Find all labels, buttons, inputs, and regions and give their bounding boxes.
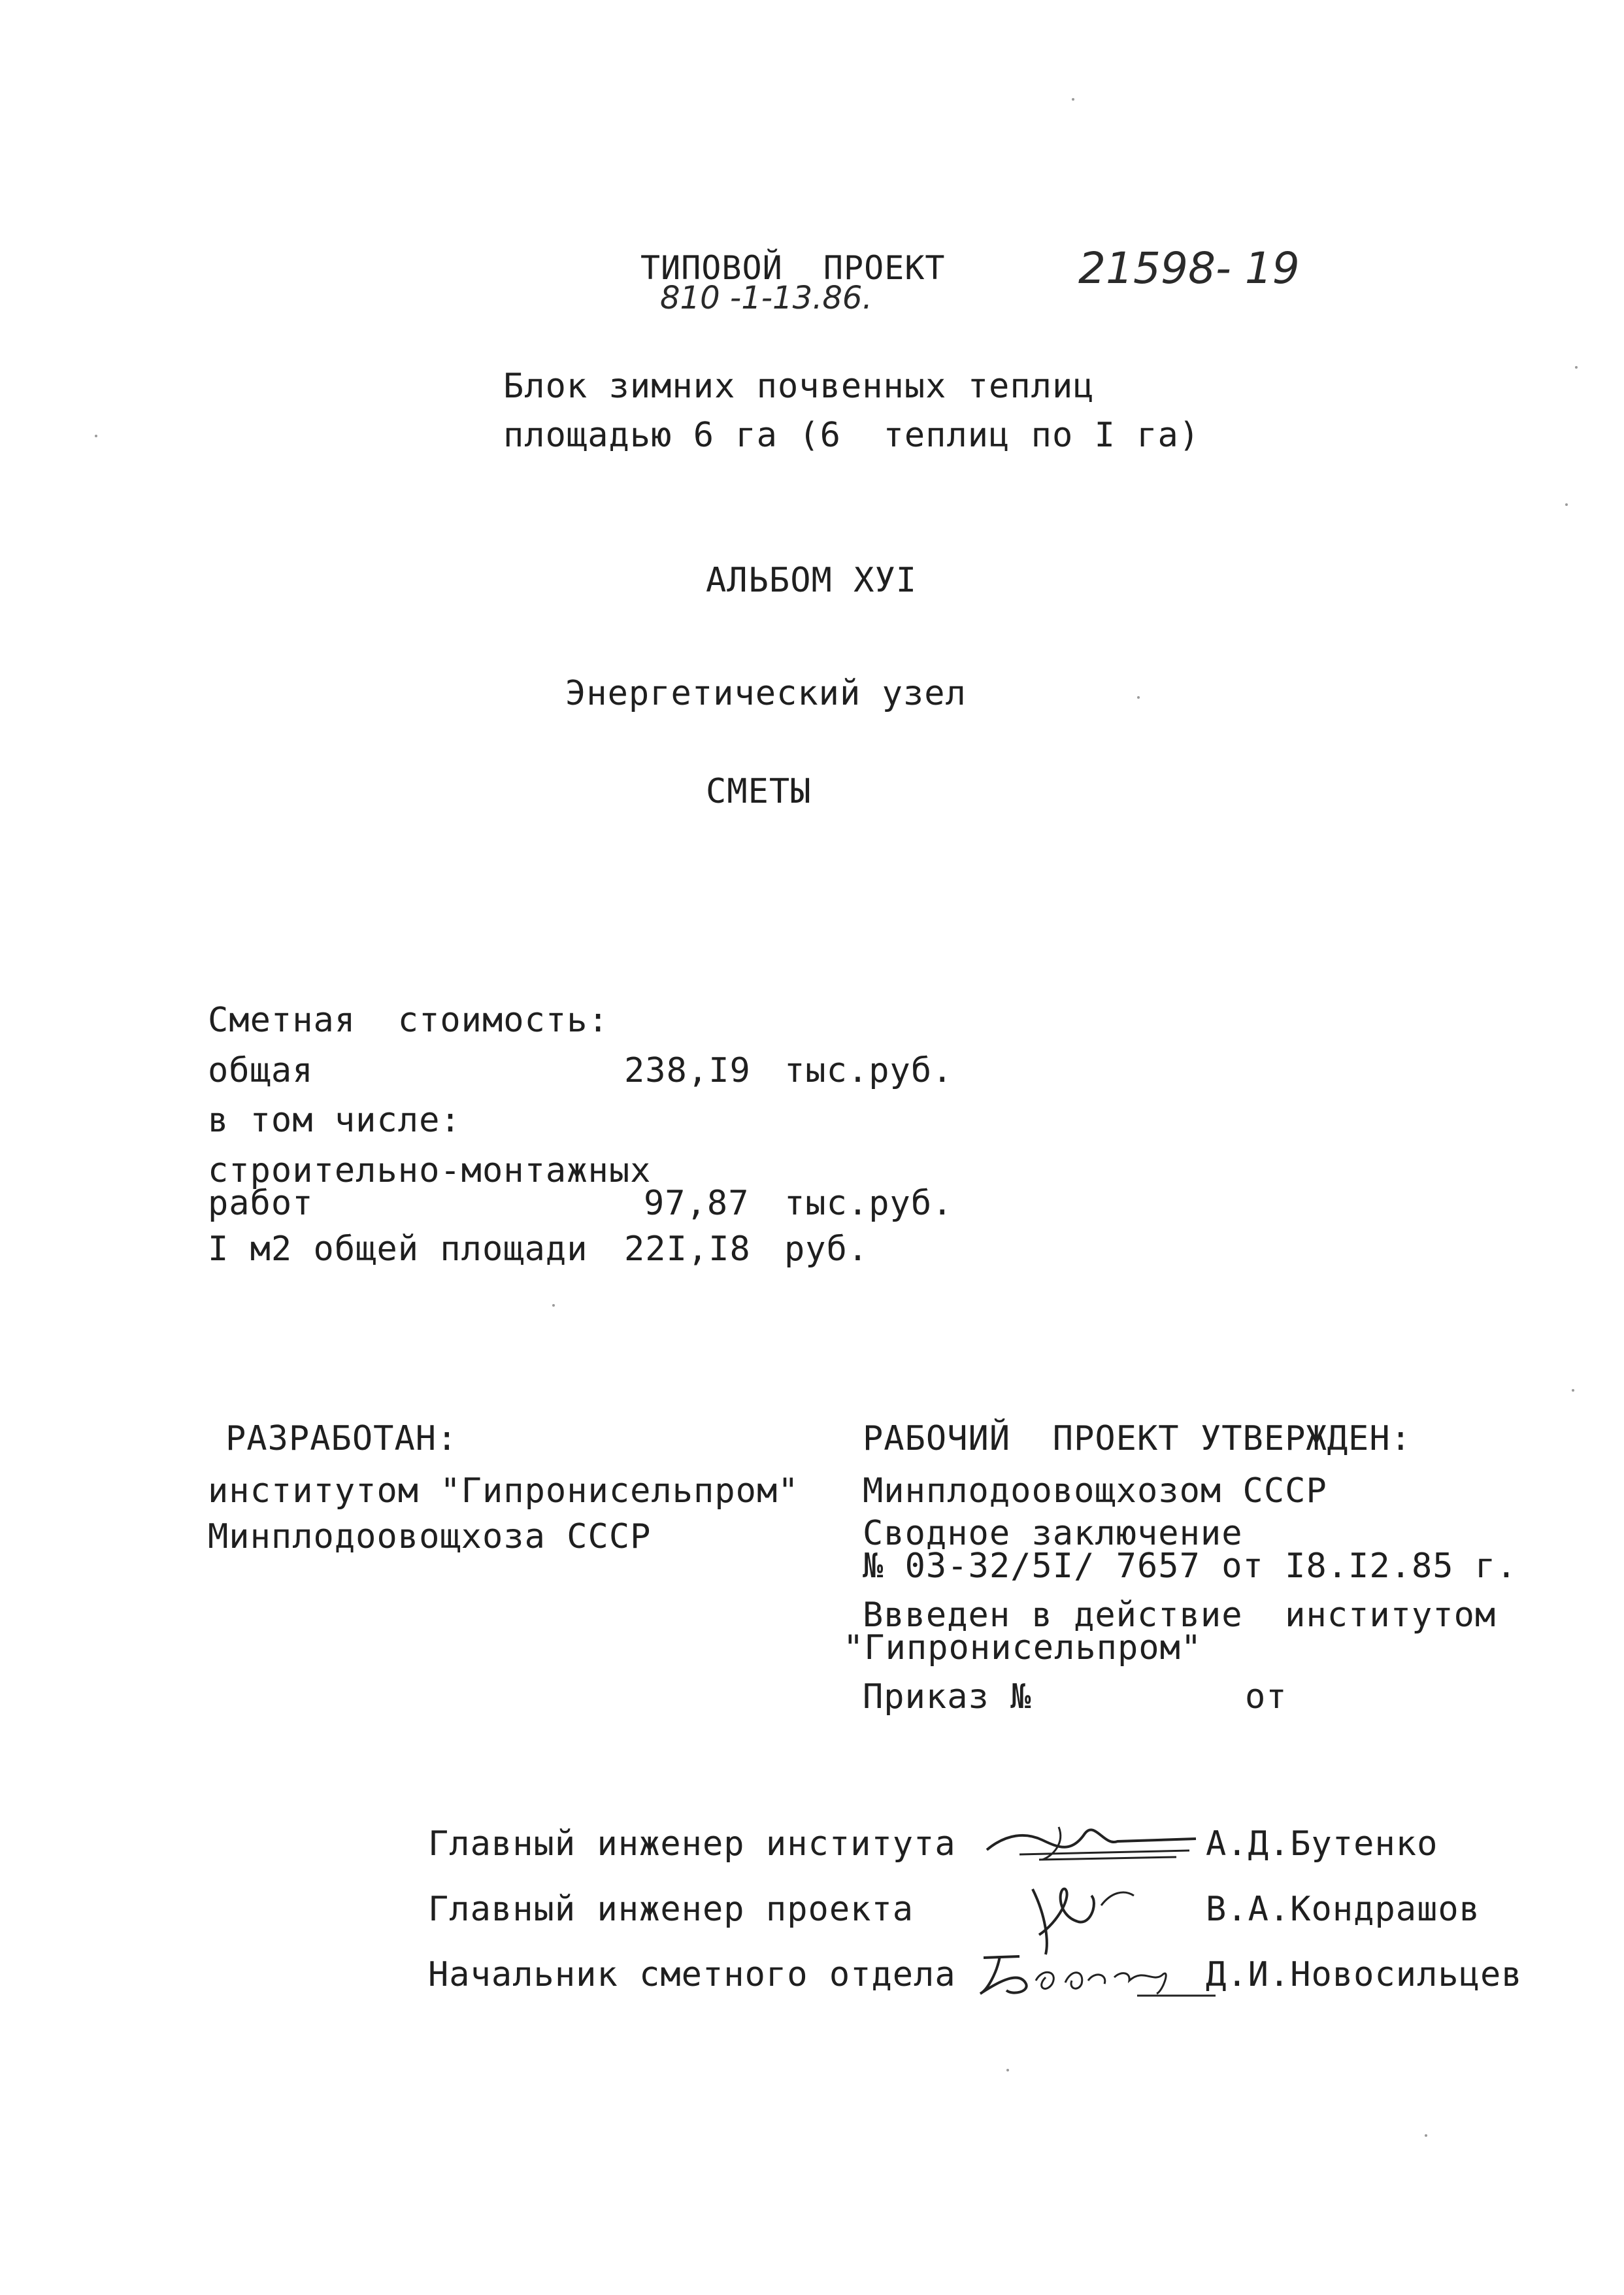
title-line-2: площадью 6 га (6 теплиц по I га) xyxy=(503,416,1201,455)
cost-total-unit: тыс.руб. xyxy=(784,1051,953,1090)
cost-construction-unit: тыс.руб. xyxy=(784,1184,953,1223)
project-type-label: ТИПОВОЙ ПРОЕКТ xyxy=(640,249,946,287)
section-title: СМЕТЫ xyxy=(706,772,812,811)
signature-mark-3 xyxy=(974,1945,1222,2003)
cost-per-m2-label: I м2 общей площади xyxy=(208,1230,588,1269)
approved-line-3: № 03-32/5I/ 7657 от I8.I2.85 г. xyxy=(863,1547,1517,1586)
project-code-handwritten: 810 -1-13.86. xyxy=(660,280,872,316)
scan-speck xyxy=(1072,98,1074,101)
signature-name-3: Д.И.Новосильцев xyxy=(1206,1955,1523,1994)
developed-line-1: институтом "Гипронисельпром" xyxy=(208,1471,799,1511)
cost-heading: Сметная стоимость: xyxy=(208,1001,609,1040)
cost-per-m2-unit: руб. xyxy=(784,1230,869,1269)
cost-construction-label-1: строительно-монтажных xyxy=(208,1151,652,1190)
approved-order-from: от xyxy=(1245,1677,1287,1717)
cost-per-m2-value: 22I,I8 xyxy=(624,1230,751,1269)
scan-speck xyxy=(1572,1389,1574,1392)
developed-line-2: Минплодоовощхоза СССР xyxy=(208,1517,652,1556)
signature-name-1: А.Д.Бутенко xyxy=(1206,1824,1438,1864)
scan-speck xyxy=(552,1304,555,1307)
scan-speck xyxy=(1575,366,1578,369)
scan-speck xyxy=(95,435,97,437)
inventory-number-handwritten: 21598- 19 xyxy=(1078,243,1300,293)
approved-heading: РАБОЧИЙ ПРОЕКТ УТВЕРЖДЕН: xyxy=(863,1419,1412,1458)
approved-order-label: Приказ № xyxy=(863,1677,1032,1717)
album-subject: Энергетический узел xyxy=(565,674,967,713)
cost-construction-label-2: работ xyxy=(208,1184,314,1223)
album-label: АЛЬБОМ ХУI xyxy=(706,561,918,600)
cost-total-value: 238,I9 xyxy=(624,1051,751,1090)
cost-including-label: в том числе: xyxy=(208,1101,461,1140)
signature-mark-1 xyxy=(980,1814,1202,1873)
scan-speck xyxy=(1137,696,1140,699)
signature-role-1: Главный инженер института xyxy=(428,1824,956,1864)
cost-total-label: общая xyxy=(208,1051,314,1090)
title-line-1: Блок зимних почвенных теплиц xyxy=(503,367,1095,406)
signature-role-2: Главный инженер проекта xyxy=(428,1890,914,1929)
cost-construction-value: 97,87 xyxy=(644,1184,750,1223)
approved-line-5: "Гипронисельпром" xyxy=(843,1628,1202,1667)
scan-speck xyxy=(1565,503,1568,506)
approved-line-1: Минплодоовощхозом СССР xyxy=(863,1471,1327,1511)
signature-name-2: В.А.Кондрашов xyxy=(1206,1890,1480,1929)
developed-heading: РАЗРАБОТАН: xyxy=(225,1419,458,1458)
scan-speck xyxy=(1006,2069,1009,2071)
scan-speck xyxy=(1425,2134,1427,2137)
approved-line-4: Ввведен в действие институтом xyxy=(863,1596,1497,1635)
signature-role-3: Начальник сметного отдела xyxy=(428,1955,956,1994)
approved-line-2: Сводное заключение xyxy=(863,1514,1243,1553)
